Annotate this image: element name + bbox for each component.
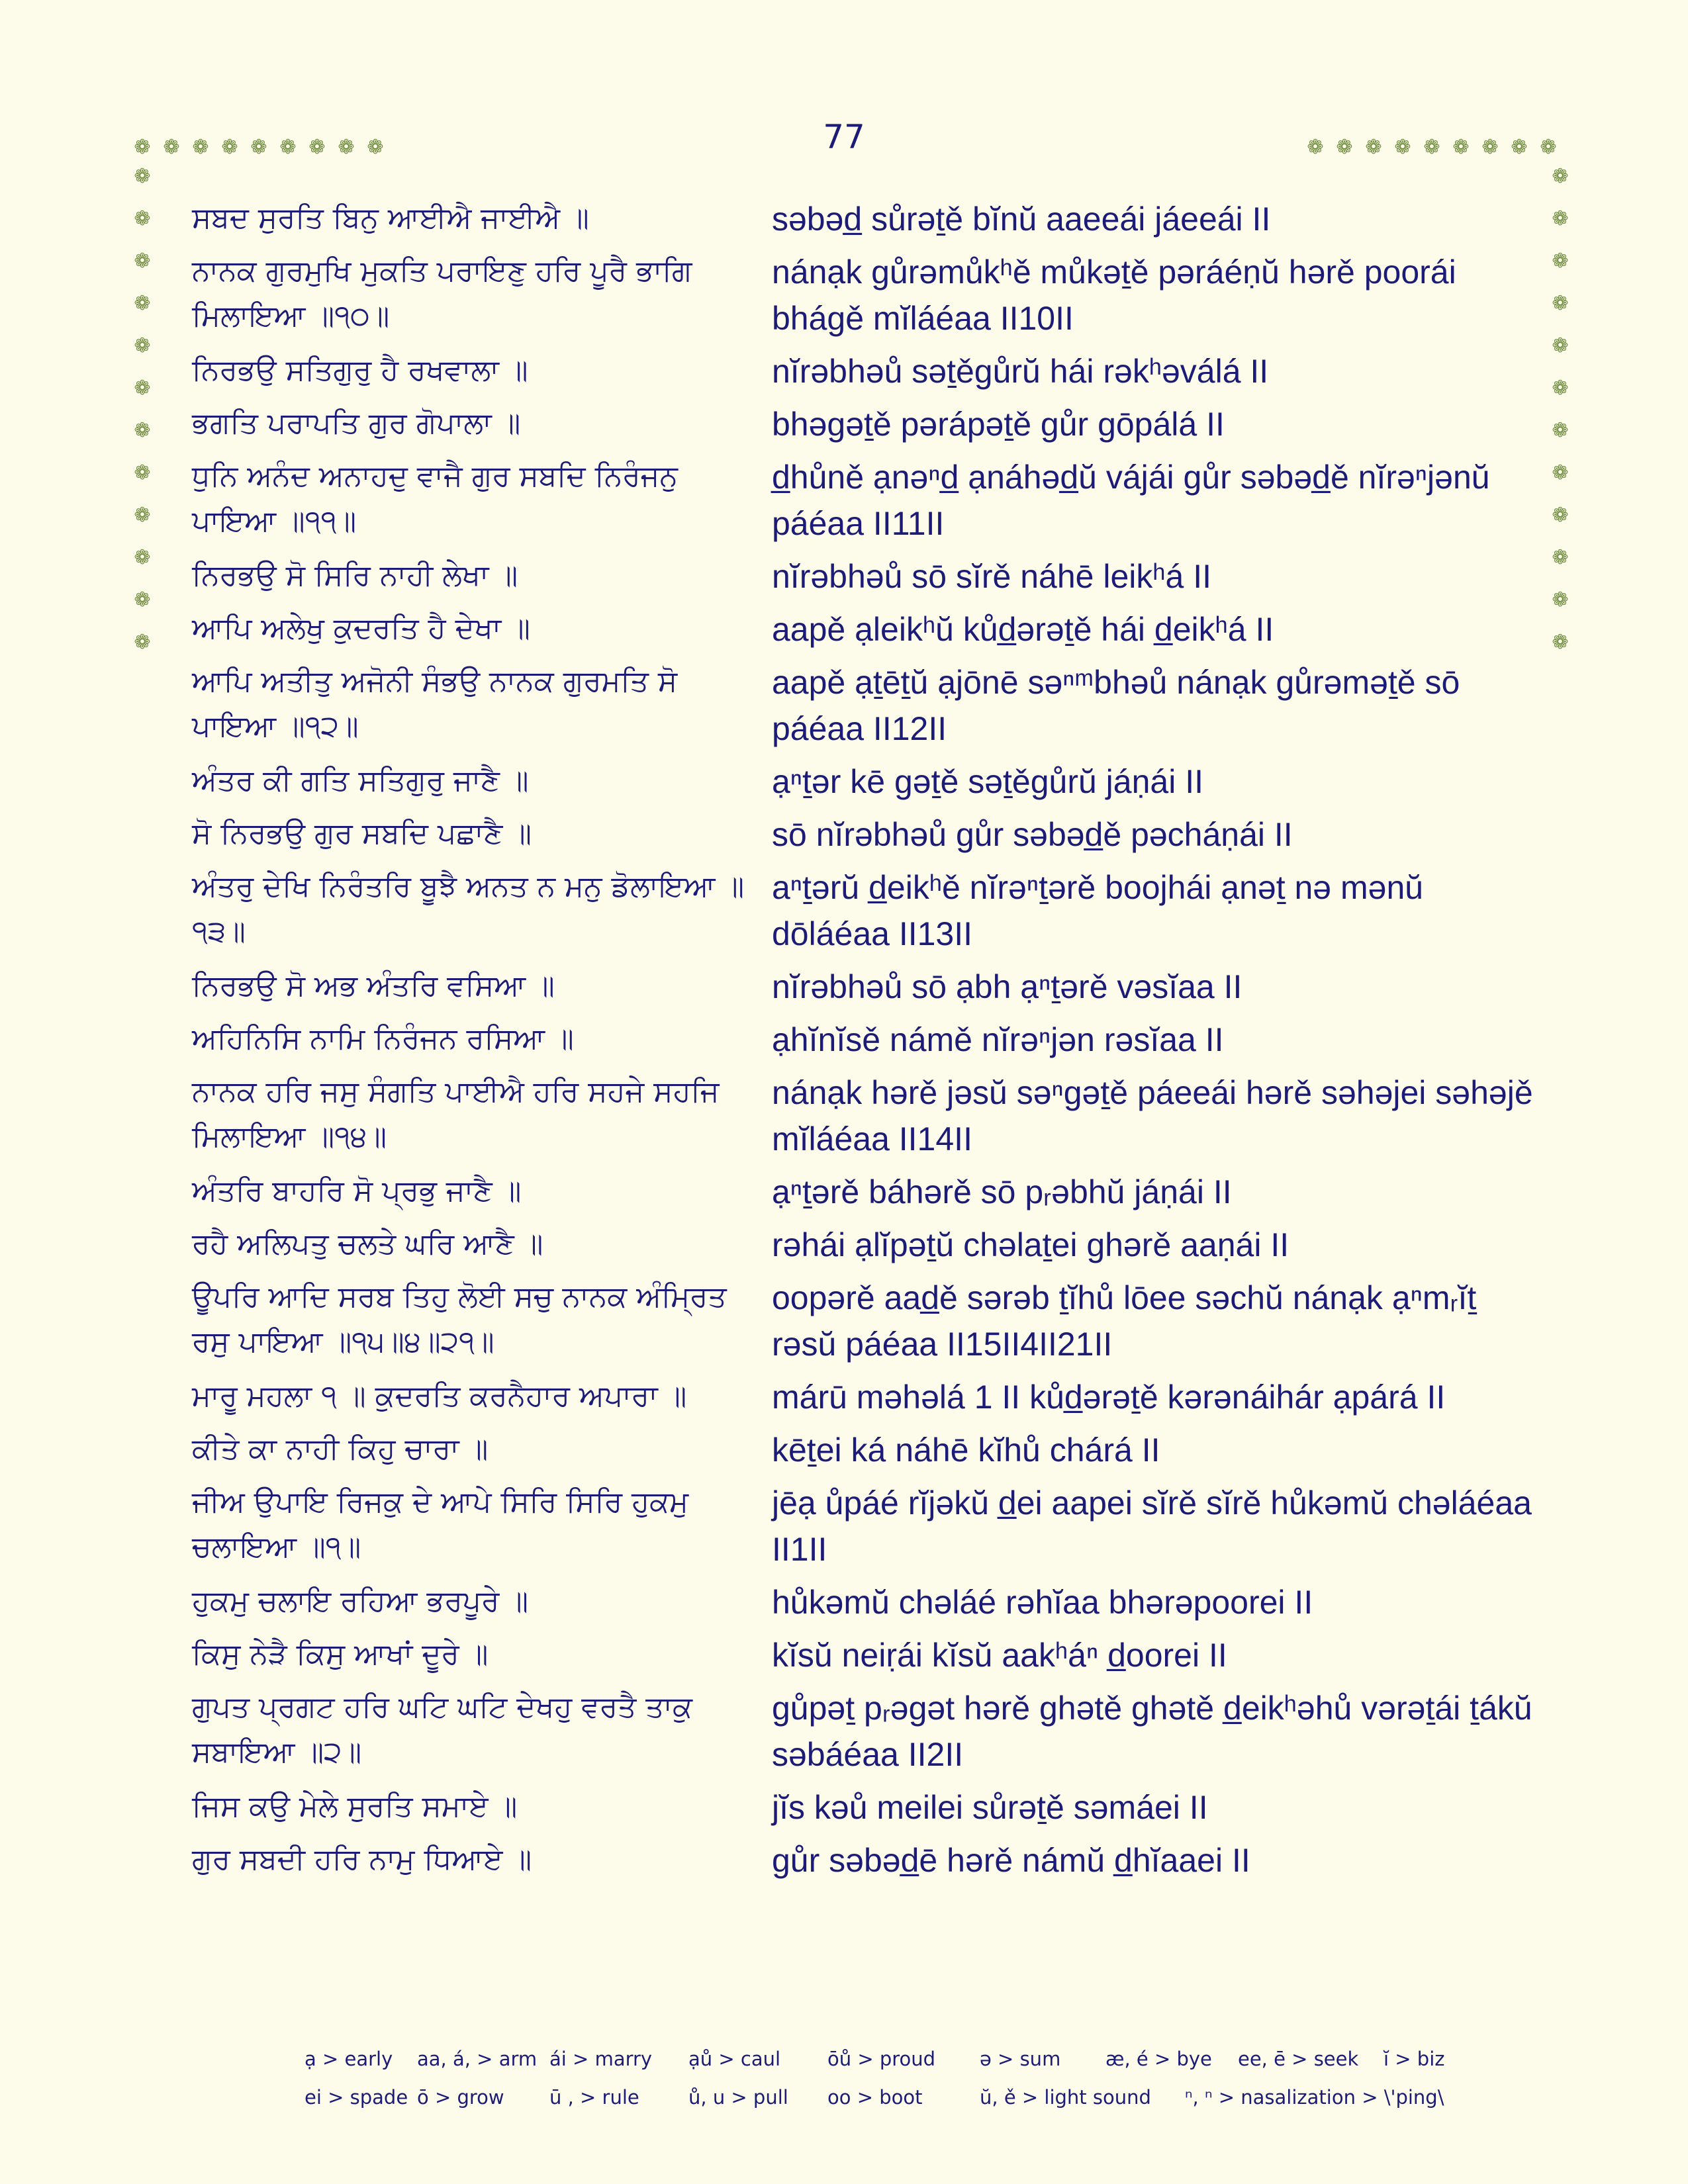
flower-ornament-icon: ❁ <box>134 504 151 527</box>
gurmukhi-text: ਜੀਅ ਉਪਾਇ ਰਿਜਕੁ ਦੇ ਆਪੇ ਸਿਰਿ ਸਿਰਿ ਹੁਕਮੁ ਚਲਾਇਆ ॥੧॥ <box>192 1485 689 1564</box>
legend-entry: ə > sum <box>980 2048 1061 2070</box>
flower-ornament-icon: ❁ <box>1552 250 1569 273</box>
flower-ornament-icon: ❁ <box>134 334 151 357</box>
flower-ornament-icon: ❁ <box>192 136 209 159</box>
flower-ornament-icon: ❁ <box>1552 165 1569 188</box>
transliteration-text: aapě ạleikʰŭ kůd̲ərəṯě hái d̲eikʰá II <box>772 611 1274 648</box>
flower-ornament-icon: ❁ <box>1552 504 1569 527</box>
transliteration-text: səbəd̲ sůrəṯě bĭnŭ aaeeái jáeeái II <box>772 201 1271 238</box>
flower-ornament-icon: ❁ <box>1481 136 1499 159</box>
gurmukhi-text: ਭਗਤਿ ਪਰਾਪਤਿ ਗੁਰ ਗੋਪਾਲਾ ॥ <box>192 406 521 440</box>
transliteration-text: aapě ạṯēṯŭ ạjōnē səⁿᵐbhəů nánạk gůrəməṯě sō páéaa II12II <box>772 664 1460 747</box>
legend-entry: ạ > early <box>305 2048 393 2070</box>
verse-row <box>192 811 1542 858</box>
legend-entry: ei > spade <box>305 2086 408 2109</box>
transliteration-text: sō nĭrəbhəů gůr səbəd̲ě pəcháṇái II <box>772 816 1293 853</box>
flower-ornament-icon: ❁ <box>1552 377 1569 400</box>
gurmukhi-text: ਸੋ ਨਿਰਭਉ ਗੁਰ ਸਬਦਿ ਪਛਾਣੈ ॥ <box>192 817 532 850</box>
transliteration-text: kēṯei ká náhē kĭhů chárá II <box>772 1432 1160 1469</box>
legend-entry: aa, á, > arm <box>417 2048 538 2070</box>
transliteration-text: nánạk gůrəmůkʰě můkəṯě pəráéṇŭ hərě poorái bhágě mĭláéaa II10II <box>772 253 1456 337</box>
verse-row <box>192 249 1542 341</box>
legend-entry: ō > grow <box>417 2086 504 2109</box>
transliteration-text: ạⁿṯər kē gəṯě səṯěgůrŭ jáṇái II <box>772 763 1203 800</box>
flower-ornament-icon: ❁ <box>134 292 151 315</box>
flower-ornament-icon: ❁ <box>1552 334 1569 357</box>
flower-ornament-icon: ❁ <box>1540 136 1557 159</box>
verse-row <box>192 1222 1542 1268</box>
gurmukhi-text: ਮਾਰੂ ਮਹਲਾ ੧ ॥ ਕੁਦਰਤਿ ਕਰਨੈਹਾਰ ਅਪਾਰਾ ॥ <box>192 1379 687 1413</box>
flower-ornament-icon: ❁ <box>134 136 151 159</box>
transliteration-text: kĭsŭ neiṛái kĭsŭ aakʰáⁿ d̲oorei II <box>772 1637 1227 1674</box>
gurmukhi-text: ਅੰਤਰ ਕੀ ਗਤਿ ਸਤਿਗੁਰੁ ਜਾਣੈ ॥ <box>192 764 529 797</box>
flower-ornament-icon: ❁ <box>1365 136 1382 159</box>
verse-row <box>192 1784 1542 1831</box>
page-number: 77 <box>823 118 865 156</box>
verse-row <box>192 1374 1542 1420</box>
legend-entry: oo > boot <box>827 2086 923 2109</box>
transliteration-text: márū məhəlá 1 II kůd̲ərəṯě kərənáihár ạpárá II <box>772 1379 1446 1416</box>
gurmukhi-text: ਆਪਿ ਅਤੀਤੁ ਅਜੋਨੀ ਸੰਭਉ ਨਾਨਕ ਗੁਰਮਤਿ ਸੋ ਪਾਇਆ ॥੧੨॥ <box>192 664 678 743</box>
transliteration-text: gůr səbəd̲ē hərě námŭ d̲hĭaaei II <box>772 1842 1250 1879</box>
gurmukhi-text: ਕਿਸੁ ਨੇੜੈ ਕਿਸੁ ਆਖਾਂ ਦੂਰੇ ॥ <box>192 1637 489 1671</box>
flower-ornament-icon: ❁ <box>163 136 180 159</box>
verse-row <box>192 348 1542 394</box>
gurmukhi-text: ਕੀਤੇ ਕਾ ਨਾਹੀ ਕਿਹੁ ਚਾਰਾ ॥ <box>192 1432 489 1466</box>
pronunciation-legend <box>305 2040 1496 2116</box>
flower-ornament-icon: ❁ <box>221 136 238 159</box>
transliteration-text: nĭrəbhəů sō ạbh ạⁿṯərě vəsĭaa II <box>772 968 1243 1005</box>
transliteration-text: nĭrəbhəů sō sĭrě náhē leikʰá II <box>772 558 1212 595</box>
flower-ornament-icon: ❁ <box>1552 546 1569 569</box>
verse-row <box>192 553 1542 600</box>
flower-ornament-icon: ❁ <box>279 136 297 159</box>
legend-entry: ạů > caul <box>688 2048 781 2070</box>
verse-row <box>192 401 1542 447</box>
verse-row <box>192 1579 1542 1625</box>
legend-entry: ōů > proud <box>827 2048 936 2070</box>
legend-entry: ee, ē > seek <box>1238 2048 1359 2070</box>
gurmukhi-text: ਊਪਰਿ ਆਦਿ ਸਰਬ ਤਿਹੁ ਲੋਈ ਸਚੁ ਨਾਨਕ ਅੰਮ੍ਰਿਤ ਰਸੁ ਪਾਇਆ ॥੧੫॥੪॥੨੧॥ <box>192 1280 727 1359</box>
verse-list <box>192 196 1542 1890</box>
verse-row <box>192 1685 1542 1778</box>
transliteration-text: jēạ ůpáé rĭjəkŭ d̲ei aapei sĭrě sĭrě hůkəmŭ chəláéaa II1II <box>772 1484 1532 1568</box>
flower-ornament-icon: ❁ <box>134 631 151 654</box>
flower-ornament-icon: ❁ <box>1552 588 1569 612</box>
flower-ornament-icon: ❁ <box>134 377 151 400</box>
flower-ornament-icon: ❁ <box>1336 136 1353 159</box>
verse-row <box>192 1017 1542 1063</box>
legend-entry: ů, u > pull <box>688 2086 788 2109</box>
gurmukhi-text: ਨਿਰਭਉ ਸੋ ਅਭ ਅੰਤਰਿ ਵਸਿਆ ॥ <box>192 969 555 1003</box>
transliteration-text: gůpəṯ pᵣəgət hərě ghətě ghətě d̲eikʰəhů vərəṯái ṯákŭ səbáéaa II2II <box>772 1690 1532 1773</box>
flower-ornament-icon: ❁ <box>1307 136 1324 159</box>
legend-row <box>305 2078 1496 2116</box>
flower-ornament-icon: ❁ <box>338 136 355 159</box>
legend-entry: ⁿ, ⁿ > nasalization > \'ping\ <box>1185 2086 1444 2109</box>
flower-ornament-icon: ❁ <box>1552 631 1569 654</box>
flower-ornament-icon: ❁ <box>367 136 384 159</box>
verse-row <box>192 606 1542 653</box>
transliteration-text: hůkəmŭ chəláé rəhĭaa bhərəpoorei II <box>772 1584 1313 1621</box>
verse-row <box>192 758 1542 805</box>
gurmukhi-text: ਗੁਰ ਸਬਦੀ ਹਰਿ ਨਾਮੁ ਧਿਆਏ ॥ <box>192 1843 532 1876</box>
verse-row <box>192 1427 1542 1473</box>
flower-ornament-icon: ❁ <box>1452 136 1470 159</box>
transliteration-text: nánạk hərě jəsŭ səⁿgəṯě páeeái hərě səhəjei səhəjě mĭláéaa II14II <box>772 1074 1533 1158</box>
gurmukhi-text: ਅਹਿਨਿਸਿ ਨਾਮਿ ਨਿਰੰਜਨ ਰਸਿਆ ॥ <box>192 1022 574 1056</box>
gurmukhi-text: ਨਿਰਭਉ ਸੋ ਸਿਰਿ ਨਾਹੀ ਲੇਖਾ ॥ <box>192 559 518 592</box>
flower-ornament-icon: ❁ <box>134 250 151 273</box>
flower-ornament-icon: ❁ <box>1552 292 1569 315</box>
gurmukhi-text: ਨਾਨਕ ਹਰਿ ਜਸੁ ਸੰਗਤਿ ਪਾਈਐ ਹਰਿ ਸਹਜੇ ਸਹਜਿ ਮਿਲਾਇਆ ॥੧੪॥ <box>192 1075 720 1154</box>
flower-ornament-icon: ❁ <box>134 165 151 188</box>
gurmukhi-text: ਰਹੈ ਅਲਿਪਤੁ ਚਲਤੇ ਘਰਿ ਆਣੈ ॥ <box>192 1227 543 1261</box>
gurmukhi-text: ਜਿਸ ਕਉ ਮੇਲੇ ਸੁਰਤਿ ਸਮਾਏ ॥ <box>192 1790 518 1823</box>
flower-ornament-icon: ❁ <box>250 136 267 159</box>
verse-row <box>192 1837 1542 1884</box>
transliteration-text: ạhĭnĭsě námě nĭrəⁿjən rəsĭaa II <box>772 1021 1224 1058</box>
flower-ornament-icon: ❁ <box>1511 136 1528 159</box>
flower-ornament-icon: ❁ <box>1394 136 1411 159</box>
verse-row <box>192 964 1542 1010</box>
flower-ornament-icon: ❁ <box>134 546 151 569</box>
transliteration-text: bhəgəṯě pərápəṯě gůr gōpálá II <box>772 406 1225 443</box>
legend-entry: ĭ > biz <box>1383 2048 1445 2070</box>
transliteration-text: rəhái ạlĭpəṯŭ chəlaṯei ghərě aaṇái II <box>772 1226 1289 1263</box>
flower-ornament-icon: ❁ <box>134 207 151 230</box>
gurmukhi-text: ਹੁਕਮੁ ਚਲਾਇ ਰਹਿਆ ਭਰਪੂਰੇ ॥ <box>192 1584 529 1618</box>
gurmukhi-text: ਗੁਪਤ ਪ੍ਰਗਟ ਹਰਿ ਘਟਿ ਘਟਿ ਦੇਖਹੁ ਵਰਤੈ ਤਾਕੁ ਸਬਾਇਆ ॥੨॥ <box>192 1690 693 1769</box>
transliteration-text: d̲hůně ạnəⁿd̲ ạnáhəd̲ŭ vájái gůr səbəd̲ě nĭrəⁿjənŭ páéaa II11II <box>772 459 1490 542</box>
flower-ornament-icon: ❁ <box>1423 136 1440 159</box>
verse-row <box>192 1069 1542 1162</box>
legend-entry: æ, é > bye <box>1105 2048 1212 2070</box>
flower-ornament-icon: ❁ <box>134 419 151 442</box>
gurmukhi-text: ਸਬਦ ਸੁਰਤਿ ਬਿਨੁ ਆਈਐ ਜਾਈਐ ॥ <box>192 201 589 235</box>
verse-row <box>192 864 1542 957</box>
flower-ornament-icon: ❁ <box>1552 207 1569 230</box>
transliteration-text: jĭs kəů meilei sůrəṯě səmáei II <box>772 1789 1208 1826</box>
transliteration-text: oopərě aad̲ě sərəb ṯĭhů lōee səchŭ nánạk ạⁿmᵣĭṯ rəsŭ páéaa II15II4II21II <box>772 1279 1477 1363</box>
transliteration-text: nĭrəbhəů səṯěgůrŭ hái rəkʰəválá II <box>772 353 1269 390</box>
verse-row <box>192 1632 1542 1678</box>
verse-row <box>192 659 1542 752</box>
gurmukhi-text: ਆਪਿ ਅਲੇਖੁ ਕੁਦਰਤਿ ਹੈ ਦੇਖਾ ॥ <box>192 612 530 645</box>
verse-row <box>192 1275 1542 1367</box>
verse-row <box>192 1169 1542 1215</box>
transliteration-text: ạⁿṯərě báhərě sō pᵣəbhŭ jáṇái II <box>772 1173 1232 1210</box>
legend-entry: ŭ, ě > light sound <box>980 2086 1151 2109</box>
flower-ornament-icon: ❁ <box>134 461 151 484</box>
flower-ornament-icon: ❁ <box>134 588 151 612</box>
legend-entry: ū , > rule <box>549 2086 639 2109</box>
flower-ornament-icon: ❁ <box>1552 419 1569 442</box>
gurmukhi-text: ਅੰਤਰਿ ਬਾਹਰਿ ਸੋ ਪ੍ਰਭੁ ਜਾਣੈ ॥ <box>192 1174 522 1208</box>
flower-ornament-icon: ❁ <box>308 136 326 159</box>
transliteration-text: aⁿṯərŭ d̲eikʰě nĭrəⁿṯərě boojhái ạnəṯ nə mənŭ dōláéaa II13II <box>772 869 1424 952</box>
flower-ornament-icon: ❁ <box>1552 461 1569 484</box>
gurmukhi-text: ਨਾਨਕ ਗੁਰਮੁਖਿ ਮੁਕਤਿ ਪਰਾਇਣੁ ਹਰਿ ਪੂਰੈ ਭਾਗਿ ਮਿਲਾਇਆ ॥੧੦॥ <box>192 254 692 333</box>
legend-entry: ái > marry <box>549 2048 653 2070</box>
verse-row <box>192 1480 1542 1572</box>
verse-row <box>192 454 1542 547</box>
legend-row <box>305 2040 1496 2078</box>
gurmukhi-text: ਅੰਤਰੁ ਦੇਖਿ ਨਿਰੰਤਰਿ ਬੂਝੈ ਅਨਤ ਨ ਮਨੁ ਡੋਲਾਇਆ ॥੧੩॥ <box>192 870 745 948</box>
gurmukhi-text: ਧੁਨਿ ਅਨੰਦ ਅਨਾਹਦੁ ਵਾਜੈ ਗੁਰ ਸਬਦਿ ਨਿਰੰਜਨੁ ਪਾਇਆ ॥੧੧॥ <box>192 459 678 538</box>
verse-row <box>192 196 1542 242</box>
gurmukhi-text: ਨਿਰਭਉ ਸਤਿਗੁਰੁ ਹੈ ਰਖਵਾਲਾ ॥ <box>192 353 528 387</box>
